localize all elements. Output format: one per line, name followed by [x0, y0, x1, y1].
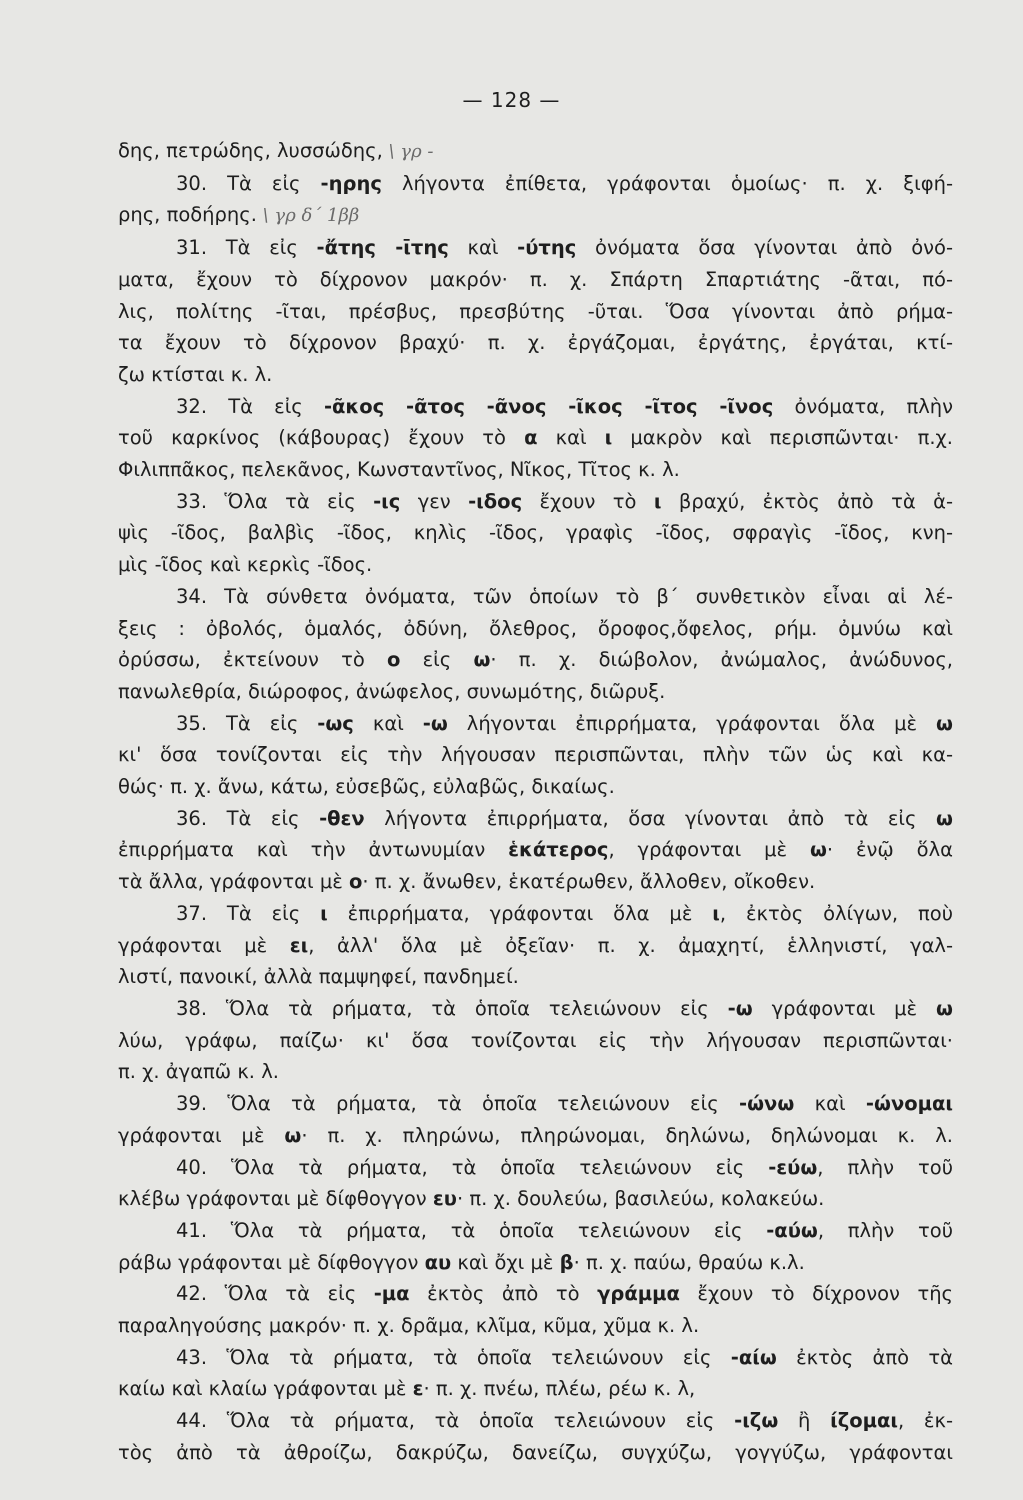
text-run: 42. Ὅλα τὰ εἰς: [176, 1282, 374, 1306]
handwritten-note: \ γρ δ΄ 1ββ: [256, 205, 360, 227]
bold-term: -ω: [422, 711, 448, 735]
text-line: [118, 993, 953, 1025]
text-run: γεν: [400, 489, 469, 513]
text-line: [118, 1025, 953, 1057]
bold-term: -ις: [373, 489, 401, 513]
text-run: 37. Τὰ εἰς: [176, 901, 321, 925]
text-run: γράφονται μὲ: [118, 1123, 285, 1147]
text-run: κλέβω γράφονται μὲ δίφθογγον: [118, 1187, 433, 1211]
text-line: [118, 1120, 953, 1152]
text-run: μὶς -ῖδος καὶ κερκὶς -ῖδος.: [118, 553, 373, 577]
text-run: εἰς: [400, 648, 474, 672]
text-run: ἔχουν τὸ: [522, 489, 654, 513]
text-run: · π. χ. δουλεύω, βασιλεύω, κολακεύω.: [456, 1187, 825, 1211]
bold-term: -ᾶκος -ᾶτος -ᾶνος -ῖκος -ῖτος -ῖνος: [323, 394, 774, 418]
text-run: ὀνόματα, πλὴν: [773, 394, 953, 418]
bold-term: ευ: [432, 1187, 457, 1211]
text-line: [118, 549, 953, 581]
text-run: · π. χ. πληρώνω, πληρώνομαι, δηλώνω, δηλώνομαι κ. λ.: [301, 1123, 954, 1147]
text-line: [118, 708, 953, 740]
bold-term: -ώνομαι: [865, 1092, 953, 1116]
bold-term: ει: [289, 933, 309, 957]
text-line: [118, 898, 953, 930]
text-line: [118, 1215, 953, 1247]
text-run: 35. Τὰ εἰς: [176, 711, 318, 735]
text-line: [118, 391, 953, 423]
bold-term: ω: [284, 1123, 302, 1147]
text-run: 38. Ὅλα τὰ ρήματα, τὰ ὁποῖα τελειώνουν εἰς: [176, 996, 728, 1020]
bold-term: γράμμα: [597, 1282, 680, 1306]
text-run: ὀρύσσω, ἐκτείνουν τὸ: [118, 648, 388, 672]
text-run: γράφονται μὲ: [752, 996, 937, 1020]
bold-term: -ω: [727, 996, 753, 1020]
text-run: Φιλιππᾶκος, πελεκᾶνος, Κωνσταντῖνος, Νῖκος, Τῖτος κ. λ.: [118, 458, 680, 482]
bold-term: -θεν: [319, 806, 365, 830]
text-run: πανωλεθρία, διώροφος, ἀνώφελος, συνωμότης, διῶρυξ.: [118, 679, 666, 703]
text-line: [118, 1342, 953, 1374]
text-line: [118, 1278, 953, 1310]
text-line: [118, 199, 953, 232]
bold-term: ε: [412, 1377, 424, 1401]
text-line: [118, 644, 953, 676]
text-line: [118, 930, 953, 962]
text-line: [118, 961, 953, 993]
text-run: ματα, ἔχουν τὸ δίχρονον μακρόν· π. χ. Σπάρτη Σπαρτιάτης -ᾶται, πό-: [118, 267, 953, 291]
bold-term: ω: [809, 838, 827, 862]
text-run: 43. Ὅλα τὰ ρήματα, τὰ ὁποῖα τελειώνουν εἰς: [176, 1345, 731, 1369]
text-run: , πλὴν τοῦ: [817, 1155, 953, 1179]
text-run: γράφονται μὲ: [118, 933, 290, 957]
text-run: βραχύ, ἐκτὸς ἀπὸ τὰ ἁ-: [661, 489, 953, 513]
text-line: [118, 834, 953, 866]
text-run: μακρὸν καὶ περισπῶνται· π.χ.: [612, 426, 954, 450]
text-run: , γράφονται μὲ: [608, 838, 810, 862]
text-line: [118, 1247, 953, 1279]
text-run: τα ἔχουν τὸ δίχρονον βραχύ· π. χ. ἐργάζομαι, ἐργάτης, ἐργάται, κτί-: [118, 331, 953, 355]
text-run: καὶ: [537, 426, 605, 450]
text-run: · π. χ. παύω, θραύω κ.λ.: [573, 1250, 805, 1274]
text-run: 31. Τὰ εἰς: [176, 236, 317, 260]
text-line: [118, 422, 953, 454]
text-run: καὶ ὄχι μὲ: [451, 1250, 560, 1274]
bold-term: -αίω: [730, 1345, 777, 1369]
text-run: 39. Ὅλα τὰ ρήματα, τὰ ὁποῖα τελειώνουν εἰς: [176, 1092, 739, 1116]
bold-term: ω: [936, 711, 953, 735]
text-line: [118, 1152, 953, 1184]
text-run: καὶ: [794, 1092, 866, 1116]
text-run: ἐπιρρήματα, γράφονται ὅλα μὲ: [327, 901, 713, 925]
bold-term: -ως: [317, 711, 354, 735]
bold-term: ω: [936, 806, 953, 830]
text-run: ἔχουν τὸ δίχρονον τῆς: [679, 1282, 954, 1306]
text-run: ἐκτὸς ἀπὸ τὰ: [776, 1345, 953, 1369]
text-run: 40. Ὅλα τὰ ρήματα, τὰ ὁποῖα τελειώνουν εἰς: [176, 1155, 769, 1179]
bold-term: -ιδος: [468, 489, 523, 513]
bold-term: ω: [936, 996, 953, 1020]
text-run: ράβω γράφονται μὲ δίφθογγον: [118, 1250, 425, 1274]
text-run: δης, πετρώδης, λυσσώδης,: [118, 139, 383, 162]
handwritten-note: \ γρ -: [382, 141, 434, 162]
text-line: [118, 168, 953, 200]
text-run: ξεις : ὀβολός, ὁμαλός, ὀδύνη, ὄλεθρος, ὄροφος,ὄφελος, ρήμ. ὀμνύω καὶ: [118, 616, 953, 640]
text-line: [118, 1056, 953, 1088]
text-run: · ἐνῷ ὅλα: [826, 838, 953, 862]
bold-term: -ἄτης -ῑτης: [316, 236, 449, 260]
text-line: [118, 1310, 953, 1342]
text-run: ἐκτὸς ἀπὸ τὸ: [409, 1282, 598, 1306]
text-run: 34. Τὰ σύνθετα ὀνόματα, τῶν ὁποίων τὸ β΄ συνθετικὸν εἶναι αἱ λέ-: [176, 584, 953, 608]
bold-term: -ηρης: [320, 171, 382, 195]
text-run: , ἐκτὸς ὀλίγων, ποὺ: [719, 901, 953, 925]
text-line: [118, 771, 953, 803]
text-run: λήγοντα ἐπίθετα, γράφονται ὁμοίως· π. χ. ξιφή-: [381, 171, 953, 195]
text-run: ἐπιρρήματα καὶ τὴν ἀντωνυμίαν: [118, 838, 509, 862]
text-line: [118, 327, 953, 359]
bold-term: ίζομαι: [830, 1409, 898, 1433]
text-run: , ἀλλ' ὅλα μὲ ὀξεῖαν· π. χ. ἀμαχητί, ἑλληνιστί, γαλ-: [308, 933, 954, 957]
bold-term: -ώνω: [739, 1092, 795, 1116]
text-line: [118, 1405, 953, 1437]
bold-term: ι: [712, 901, 720, 925]
page-number: — 128 —: [462, 88, 561, 112]
text-run: κι' ὅσα τονίζονται εἰς τὴν λήγουσαν περισπῶνται, πλὴν τῶν ὡς καὶ κα-: [118, 743, 953, 767]
text-run: , πλὴν τοῦ: [817, 1218, 953, 1242]
text-run: καίω καὶ κλαίω γράφονται μὲ: [118, 1377, 413, 1401]
text-line: [118, 676, 953, 708]
body-text: [118, 135, 953, 1469]
bold-term: ι: [320, 901, 328, 925]
text-run: ἢ: [778, 1409, 831, 1433]
bold-term: ι: [604, 426, 613, 450]
text-run: 30. Τὰ εἰς: [176, 171, 321, 195]
text-run: , ἐκ-: [897, 1409, 953, 1433]
text-line: [118, 1088, 953, 1120]
bold-term: -αύω: [766, 1218, 818, 1242]
bold-term: αυ: [424, 1250, 452, 1274]
bold-term: β: [559, 1250, 574, 1274]
text-run: λήγοντα ἐπιρρήματα, ὅσα γίνονται ἀπὸ τὰ εἰς: [364, 806, 937, 830]
text-run: 36. Τὰ εἰς: [176, 806, 320, 830]
text-line: [118, 454, 953, 486]
text-run: λις, πολίτης -ῖται, πρέσβυς, πρεσβύτης -ῦται. Ὅσα γίνονται ἀπὸ ρήμα-: [118, 299, 953, 323]
text-line: [118, 866, 953, 898]
text-run: λήγονται ἐπιρρήματα, γράφονται ὅλα μὲ: [447, 711, 937, 735]
text-line: [118, 486, 953, 518]
text-line: [118, 613, 953, 645]
bold-term: ο: [387, 648, 401, 672]
text-line: [118, 1373, 953, 1405]
text-run: καὶ: [353, 711, 423, 735]
text-line: [118, 581, 953, 613]
text-line: [118, 803, 953, 835]
bold-term: α: [524, 426, 538, 450]
text-run: π. χ. ἀγαπῶ κ. λ.: [118, 1060, 279, 1084]
text-run: ὀνόματα ὅσα γίνονται ἀπὸ ὀνό-: [576, 236, 953, 260]
text-line: [118, 739, 953, 771]
text-run: 41. Ὅλα τὰ ρήματα, τὰ ὁποῖα τελειώνουν εἰς: [176, 1218, 767, 1242]
text-line: [118, 1183, 953, 1215]
bold-term: ω: [473, 648, 491, 672]
text-run: ψὶς -ῖδος, βαλβὶς -ῖδος, κηλὶς -ῖδος, γραφὶς -ῖδος, σφραγὶς -ῖδος, κνη-: [118, 521, 953, 545]
bold-term: -εύω: [768, 1155, 818, 1179]
text-run: ζω κτίσται κ. λ.: [118, 362, 273, 386]
bold-term: -ιζω: [734, 1409, 779, 1433]
text-line: [118, 1437, 953, 1469]
text-run: ρης, ποδήρης.: [118, 203, 257, 227]
text-run: · π. χ. πνέω, πλέω, ρέω κ. λ,: [423, 1377, 696, 1401]
text-run: · π. χ. ἄνωθεν, ἑκατέρωθεν, ἄλλοθεν, οἴκοθεν.: [362, 870, 816, 894]
text-run: τοῦ καρκίνος (κάβουρας) ἔχουν τὸ: [118, 426, 525, 450]
text-run: λύω, γράφω, παίζω· κι' ὅσα τονίζονται εἰς τὴν λήγουσαν περισπῶνται·: [118, 1028, 953, 1052]
bold-term: ἑκάτερος: [508, 838, 609, 862]
text-line: [118, 264, 953, 296]
bold-term: -ύτης: [517, 236, 577, 260]
text-run: καὶ: [448, 236, 518, 260]
text-run: 44. Ὅλα τὰ ρήματα, τὰ ὁποῖα τελειώνουν εἰς: [176, 1409, 735, 1433]
text-run: λιστί, πανοικί, ἀλλὰ παμψηφεί, πανδημεί.: [118, 965, 519, 989]
text-run: · π. χ. διώβολον, ἀνώμαλος, ἀνώδυνος,: [490, 648, 954, 672]
text-run: 33. Ὅλα τὰ εἰς: [176, 489, 374, 513]
text-line: [118, 135, 953, 168]
text-line: [118, 296, 953, 328]
bold-term: -μα: [373, 1282, 410, 1306]
bold-term: ο: [348, 870, 363, 894]
text-run: θώς· π. χ. ἄνω, κάτω, εὐσεβῶς, εὐλαβῶς, δικαίως.: [118, 775, 615, 799]
text-line: [118, 359, 953, 391]
text-run: τὸς ἀπὸ τὰ ἀθροίζω, δακρύζω, δανείζω, συγχύζω, γογγύζω, γράφονται: [118, 1440, 953, 1464]
text-run: 32. Τὰ εἰς: [176, 394, 324, 418]
bold-term: ι: [653, 489, 662, 513]
text-line: [118, 232, 953, 264]
text-run: τὰ ἄλλα, γράφονται μὲ: [118, 870, 349, 894]
text-line: [118, 517, 953, 549]
text-run: παραληγούσης μακρόν· π. χ. δρᾶμα, κλῖμα, κῦμα, χῦμα κ. λ.: [118, 1314, 700, 1338]
